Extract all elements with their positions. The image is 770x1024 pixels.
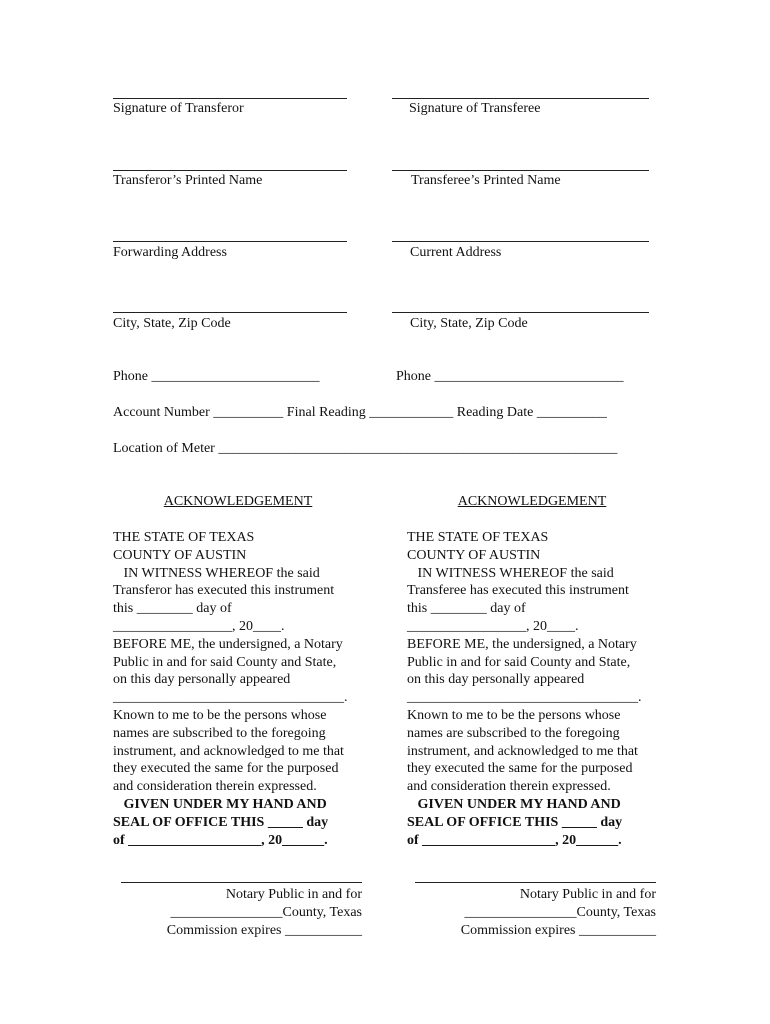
ack-line: BEFORE ME, the undersigned, a Notary <box>113 636 343 652</box>
notary-line[interactable]: ________________County, Texas <box>464 905 656 920</box>
current-address-label: Current Address <box>410 245 502 260</box>
ack-line[interactable]: this ________ day of <box>113 601 232 617</box>
transferor-printed-name-line[interactable] <box>113 170 347 171</box>
ack-line[interactable]: _________________________________. <box>407 690 642 706</box>
forwarding-address-line[interactable] <box>113 241 347 242</box>
transferee-signature-line[interactable] <box>392 98 649 99</box>
ack-line: they executed the same for the purposed <box>113 761 339 777</box>
ack-line: instrument, and acknowledged to me that <box>407 743 638 759</box>
ack-bold-line[interactable]: SEAL OF OFFICE THIS _____ day <box>407 814 623 830</box>
ack-line[interactable]: _________________, 20____. <box>113 618 285 634</box>
right-acknowledgement-body <box>407 529 667 849</box>
ack-line: COUNTY OF AUSTIN <box>407 547 541 563</box>
ack-line: they executed the same for the purposed <box>407 761 633 777</box>
left-acknowledgement-heading-text: ACKNOWLEDGEMENT <box>163 494 313 509</box>
ack-bold-line: GIVEN UNDER MY HAND AND <box>407 796 621 812</box>
ack-line: on this day personally appeared <box>407 672 585 688</box>
transferor-signature-label: Signature of Transferor <box>113 101 244 116</box>
ack-line: and consideration therein expressed. <box>407 779 611 795</box>
current-address-line[interactable] <box>392 241 649 242</box>
left-notary-block <box>114 886 362 940</box>
notary-line: Notary Public in and for <box>519 887 656 902</box>
right-phone-field[interactable]: Phone ___________________________ <box>396 369 624 384</box>
left-city-state-zip-line[interactable] <box>113 312 347 313</box>
notary-line[interactable]: ________________County, Texas <box>170 905 362 920</box>
ack-line: names are subscribed to the foregoing <box>407 725 620 741</box>
ack-line: Known to me to be the persons whose <box>407 707 621 723</box>
right-city-state-zip-label: City, State, Zip Code <box>410 316 528 331</box>
left-notary-signature-line[interactable] <box>121 882 362 883</box>
ack-line: Transferor has executed this instrument <box>113 583 335 599</box>
ack-line: THE STATE OF TEXAS <box>407 530 549 545</box>
ack-line: IN WITNESS WHEREOF the said <box>113 565 320 581</box>
ack-line: Public in and for said County and State, <box>113 654 337 670</box>
ack-line: IN WITNESS WHEREOF the said <box>407 565 614 581</box>
right-notary-block <box>408 886 656 940</box>
ack-line: THE STATE OF TEXAS <box>113 530 255 545</box>
ack-line: Public in and for said County and State, <box>407 654 631 670</box>
left-phone-field[interactable]: Phone ________________________ <box>113 369 320 384</box>
ack-line: Known to me to be the persons whose <box>113 707 327 723</box>
left-city-state-zip-label: City, State, Zip Code <box>113 316 231 331</box>
location-of-meter-field[interactable]: Location of Meter _________________________________________________________ <box>113 441 618 456</box>
ack-bold-line[interactable]: SEAL OF OFFICE THIS _____ day <box>113 814 329 830</box>
ack-bold-line[interactable]: of ___________________, 20______. <box>407 832 622 848</box>
transferor-signature-line[interactable] <box>113 98 347 99</box>
right-notary-signature-line[interactable] <box>415 882 656 883</box>
transferee-printed-name-line[interactable] <box>392 170 649 171</box>
transferor-printed-name-label: Transferor’s Printed Name <box>113 173 263 188</box>
ack-line: on this day personally appeared <box>113 672 291 688</box>
transferee-printed-name-label: Transferee’s Printed Name <box>411 173 561 188</box>
ack-line: and consideration therein expressed. <box>113 779 317 795</box>
forwarding-address-label: Forwarding Address <box>113 245 227 260</box>
ack-line: COUNTY OF AUSTIN <box>113 547 247 563</box>
ack-line: instrument, and acknowledged to me that <box>113 743 344 759</box>
left-acknowledgement-heading <box>113 494 363 510</box>
ack-line[interactable]: this ________ day of <box>407 601 526 617</box>
ack-line[interactable]: _________________, 20____. <box>407 618 579 634</box>
ack-line[interactable]: _________________________________. <box>113 690 348 706</box>
meter-reading-row[interactable]: Account Number __________ Final Reading ____________ Reading Date __________ <box>113 405 607 420</box>
ack-bold-line: GIVEN UNDER MY HAND AND <box>113 796 327 812</box>
right-acknowledgement-heading <box>407 494 657 510</box>
left-acknowledgement-body <box>113 529 373 849</box>
ack-line: BEFORE ME, the undersigned, a Notary <box>407 636 637 652</box>
ack-bold-line[interactable]: of ___________________, 20______. <box>113 832 328 848</box>
notary-line[interactable]: Commission expires ___________ <box>166 923 362 938</box>
ack-line: Transferee has executed this instrument <box>407 583 629 599</box>
transferee-signature-label: Signature of Transferee <box>409 101 541 116</box>
right-city-state-zip-line[interactable] <box>392 312 649 313</box>
ack-line: names are subscribed to the foregoing <box>113 725 326 741</box>
notary-line: Notary Public in and for <box>225 887 362 902</box>
right-acknowledgement-heading-text: ACKNOWLEDGEMENT <box>457 494 607 509</box>
notary-line[interactable]: Commission expires ___________ <box>460 923 656 938</box>
